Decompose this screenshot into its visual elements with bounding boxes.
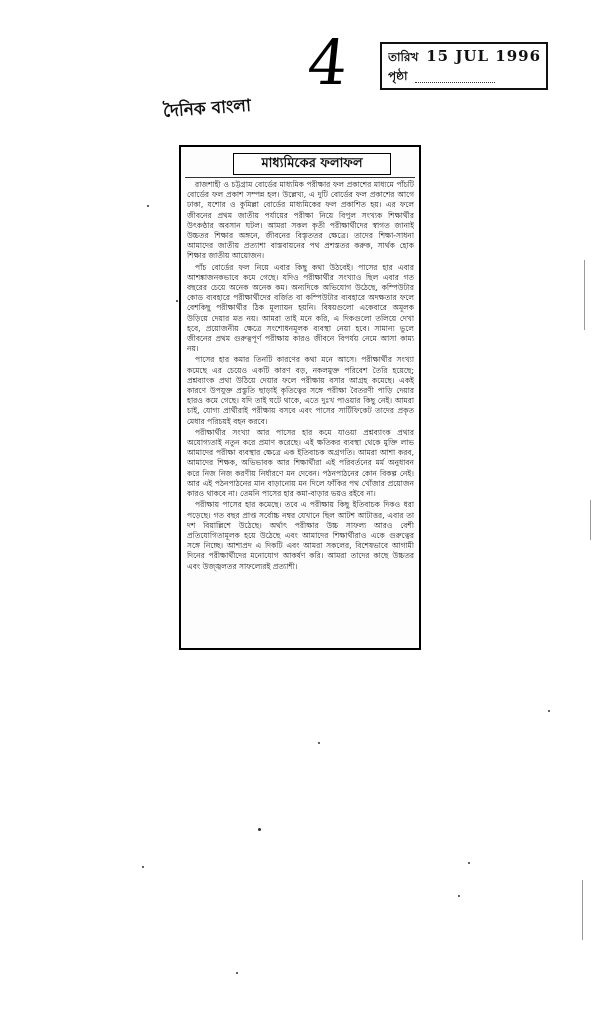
article-paragraph: পাসের হার কমার তিনটি কারণের কথা মনে আসে। পরীক্ষার্থীর সংখ্যা কমেছে এর চেয়েও একটি কারণ বড়, নকলমুক্ত পরিবেশ তৈরি হয়েছে; প্রশ্নব্যাংক প্রথা উঠিয়ে দেয়ার ফলে পরীক্ষায় বসার আগ্রহ কমেছে। একই কারণে উপযুক্ত প্রস্তুতি ছাড়াই কৃতিত্বের সঙ্গে পরীক্ষা বৈতরণী পাড়ি দেয়ার হারও কমে গেছে। যদি তাই ঘটে থাকে, এতে দুঃখ পাওয়ার কিছু নেই। আমরা চাই, যোগ্য প্রার্থীরাই পরীক্ষায় বসবে এবং পাসের সার্টিফিকেট তাদের প্রকৃত মেধার পরিচয়ই বহন করবে। (187, 355, 414, 426)
handwritten-page-number: 4 (304, 26, 352, 99)
article-paragraph: পাঁচ বোর্ডের ফল নিয়ে এবার কিছু কথা উঠবেই। পাসের হার এবার আশঙ্কাজনকভাবে কমে গেছে। যদিও পরীক্ষার্থীর সংখ্যাও ছিল এবার গত বছরের চেয়ে অনেক অনেক কম। অন্যদিকে অভিযোগ উঠেছে, কম্পিউটার কোড ব্যবহারে পরীক্ষার্থীদের বর্জিত বা কম্পিউটার ব্যবহারে অদক্ষতার ফলে বেশকিছু পরীক্ষার্থীর ঠিক মূল্যায়ন হয়নি। বিষয়গুলো একেবারে অমূলক উড়িয়ে দেয়ার মত নয়। আমরা তাই মনে করি, এ দিকগুলো তলিয়ে দেখা হবে, প্রয়োজনীয় ক্ষেত্রে সংশোধনমূলক ব্যবস্থা নেয়া হবে। সামান্য ভুলে জীবনের প্রথম গুরুত্বপূর্ণ পরীক্ষায় কারও জীবনে বিপর্যয় নেমে আসা কাম্য নয়। (187, 262, 414, 354)
stamp-page-row (388, 66, 542, 86)
stamp-date-label: তারিখ (388, 50, 419, 64)
headline-box (233, 153, 391, 175)
stamp-date-row (388, 46, 542, 66)
scan-speck (142, 866, 144, 868)
scan-mark (584, 260, 585, 330)
scan-speck (236, 972, 238, 974)
scan-mark (590, 500, 591, 540)
scan-speck (176, 300, 178, 302)
article-headline: মাধ্যমিকের ফলাফল (261, 156, 363, 171)
stamp-date-value: 15 JUL 1996 (426, 47, 542, 65)
scan-speck (258, 828, 261, 831)
newspaper-clipping (179, 145, 421, 650)
scan-speck (318, 742, 320, 744)
scan-speck (548, 710, 550, 712)
scan-speck (458, 895, 460, 897)
newspaper-masthead: দৈনিক বাংলা (162, 95, 252, 122)
scan-speck (468, 862, 470, 864)
article-body (187, 180, 414, 644)
headline-rule (185, 177, 415, 178)
date-stamp (380, 42, 548, 90)
stamp-page-blank (415, 70, 495, 83)
article-paragraph: পরীক্ষায় পাসের হার কমেছে। তবে এ পরীক্ষায় কিছু ইতিবাচক দিকও ধরা পড়েছে। গত বছর প্রাপ্ত সর্বোচ্চ নম্বর যেখানে ছিল আটশ আটাত্তর, এবার তা দশ বিয়াল্লিশে উঠেছে। অর্থাৎ পরীক্ষার উচ্চ সাফল্য আরও বেশী প্রতিযোগিতামূলক হয়ে উঠেছে এবং আমাদের শিক্ষার্থীরাও একে গুরুত্বের সঙ্গে নিচ্ছে। আশাপ্রদ এ দিকটি এবং আমরা সকলের, বিশেষভাবে আগামী দিনের পরীক্ষার্থীদের মনোযোগ আকর্ষণ করি। আমরা তাদের কাছে উচ্চতর এবং উজ্জ্বলতর সাফল্যেরই প্রত্যাশী। (187, 500, 414, 571)
scan-mark (582, 880, 583, 940)
stamp-page-label: পৃষ্ঠা (388, 69, 408, 83)
article-paragraph: পরীক্ষার্থীর সংখ্যা আর পাসের হার কমে যাওয়া প্রশ্নব্যাংক প্রথার অযোগ্যতাই নতুন করে প্রমাণ করেছে। এই ক্ষতিকর ব্যবস্থা থেকে মুক্তি লাভ আমাদের পরীক্ষা ব্যবস্থার ক্ষেত্রে এক ইতিবাচক অগ্রগতি। আমরা আশা করব, আমাদের শিক্ষক, অভিভাবক আর শিক্ষার্থীরা এই পরিবর্তনের মর্ম অনুধাবন করে নিজ নিজ করণীয় নির্ধারণে মন দেবেন। পঠনপাঠনের কোন বিকল্প নেই। আর এই পঠনপাঠনের মান বাড়ানোয় মন দিলে ফাঁকির পথ খোঁজার প্রয়োজন কারও থাকবে না। তেমনি পাসের হার কমা-বাড়ার ভয়ও রইবে না। (187, 427, 414, 499)
article-paragraph: রাজশাহী ও চট্টগ্রাম বোর্ডের মাধ্যমিক পরীক্ষার ফল প্রকাশের মাধ্যমে পাঁচটি বোর্ডের ফল প্রকাশ সম্পন্ন হল। উল্লেখ্য, এ দুটি বোর্ডের ফল প্রকাশের আগে ঢাকা, যশোর ও কুমিল্লা বোর্ডের মাধ্যমিকের ফল প্রকাশিত হয়। এর ফলে জীবনের প্রথম জাতীয় পর্যায়ের পরীক্ষা নিয়ে বিপুল সংখ্যক শিক্ষার্থীর উৎকণ্ঠার অবসান ঘটল। আমরা সকল কৃতী পরীক্ষার্থীদের স্বাগত জানাই উচ্চতর শিক্ষার অঙ্গনে, জীবনের বিস্তৃততর ক্ষেত্রে। তাদের শিক্ষা-সাধনা আমাদের জাতীয় প্রত্যাশা বাস্তবায়নের পথ প্রশস্ততর করুক, সার্থক হোক শিক্ষার জাতীয় আয়োজন। (187, 180, 414, 261)
scan-speck (147, 205, 149, 207)
